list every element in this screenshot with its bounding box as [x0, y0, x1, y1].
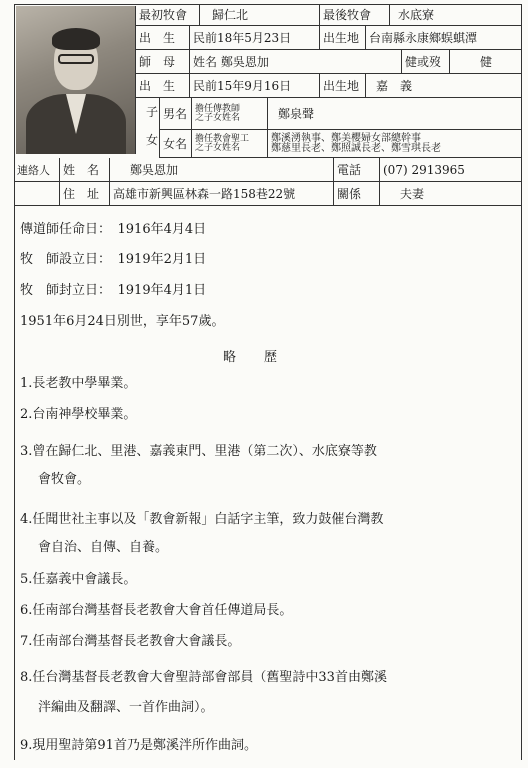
contact-name-label: 姓 名 — [60, 158, 110, 181]
relation-value: 夫妻 — [400, 187, 425, 201]
sons-label: 男名 — [160, 98, 192, 129]
phone-label: 電話 — [334, 158, 380, 181]
first-church-value: 歸仁北 — [200, 4, 320, 25]
list-item-4: 4.任聞世社主事以及「教會新報」白話字主筆，致力鼓催台灣教 — [20, 512, 384, 527]
health-label: 健或歿 — [402, 50, 450, 73]
list-item-5: 5.任嘉義中會議長。 — [20, 572, 137, 587]
preacher-date: 傳道師任命日： 1916年4月4日 — [20, 222, 207, 237]
list-item-4-cont: 會自治、自傳、自養。 — [38, 540, 169, 555]
birthplace-value: 台南縣永康鄉蜈蜞潭 — [369, 31, 478, 45]
list-item-3-cont: 會牧會。 — [38, 472, 91, 487]
row-contact-name — [14, 158, 522, 182]
row-wife — [136, 50, 522, 74]
pastor-est-date: 牧 師設立日： 1919年2月1日 — [20, 252, 207, 267]
sons-value: 鄭泉聲 — [278, 107, 315, 121]
wife-label: 師 母 — [136, 50, 190, 73]
health-value: 健 — [479, 55, 492, 69]
last-church-label: 最後牧會 — [320, 4, 390, 25]
daughters-label: 女名 — [160, 130, 192, 157]
children-label: 子 女 — [146, 98, 160, 158]
address-value: 高雄市新興區林森一路158巷22號 — [110, 182, 334, 205]
portrait-photo — [16, 6, 136, 154]
list-item-3: 3.曾在歸仁北、里港、嘉義東門、里港（第二次）、水底寮等教 — [20, 444, 377, 459]
birth-date: 民前18年5月23日 — [190, 26, 320, 49]
contact-label-cell — [14, 182, 60, 206]
list-item-1: 1.長老教中學畢業。 — [20, 376, 137, 391]
section-heading: 略歷 — [222, 350, 305, 365]
phone-value: (07) 2913965 — [383, 162, 465, 177]
death-note: 1951年6月24日別世，享年57歲。 — [20, 314, 225, 329]
row-wife-birth — [136, 74, 522, 98]
row-daughters — [160, 130, 522, 158]
list-item-7: 7.任南部台灣基督長老教會大會議長。 — [20, 634, 241, 649]
row-first-last-church — [136, 4, 522, 26]
sons-note: 擔任傳教師 之子女姓名 — [192, 98, 268, 129]
row-contact-address — [60, 182, 522, 206]
wife-birthplace-value: 嘉 義 — [376, 79, 413, 93]
daughters-note: 擔任教會聖工 之子女姓名 — [192, 130, 268, 157]
pastor-ord-date: 牧 師封立日： 1919年4月1日 — [20, 283, 207, 298]
contact-name-value: 鄭吳恩加 — [110, 158, 334, 181]
list-item-8-cont: 泮編曲及翻譯、一首作曲詞）。 — [38, 700, 214, 715]
list-item-6: 6.任南部台灣基督長老教會大會首任傳道局長。 — [20, 603, 293, 618]
contact-label: 連絡人 — [14, 158, 60, 181]
row-birth — [136, 26, 522, 50]
wife-birth-date: 民前15年9月16日 — [190, 74, 320, 97]
list-item-9: 9.現用聖詩第91首乃是鄭溪泮所作曲詞。 — [20, 738, 257, 753]
wife-birthplace-label: 出生地 — [320, 74, 366, 97]
wife-birth-label: 出 生 — [136, 74, 190, 97]
address-label: 住 址 — [60, 182, 110, 205]
birthplace-label: 出生地 — [320, 26, 366, 49]
row-sons — [160, 98, 522, 130]
relation-label: 關係 — [334, 182, 380, 205]
list-item-2: 2.台南神學校畢業。 — [20, 407, 137, 422]
last-church-value: 水底寮 — [398, 8, 435, 22]
daughters-value: 鄭溪湧執事、鄭美櫻婦女部總幹事 鄭慈里長老、鄭照誠長老、鄭雪琪長老 — [271, 132, 441, 154]
birth-label: 出 生 — [136, 26, 190, 49]
first-church-label: 最初牧會 — [136, 4, 200, 25]
wife-name: 姓名 鄭吳恩加 — [190, 50, 402, 73]
list-item-8: 8.任台灣基督長老教會大會聖詩部會部員（舊聖詩中33首由鄭溪 — [20, 670, 387, 685]
